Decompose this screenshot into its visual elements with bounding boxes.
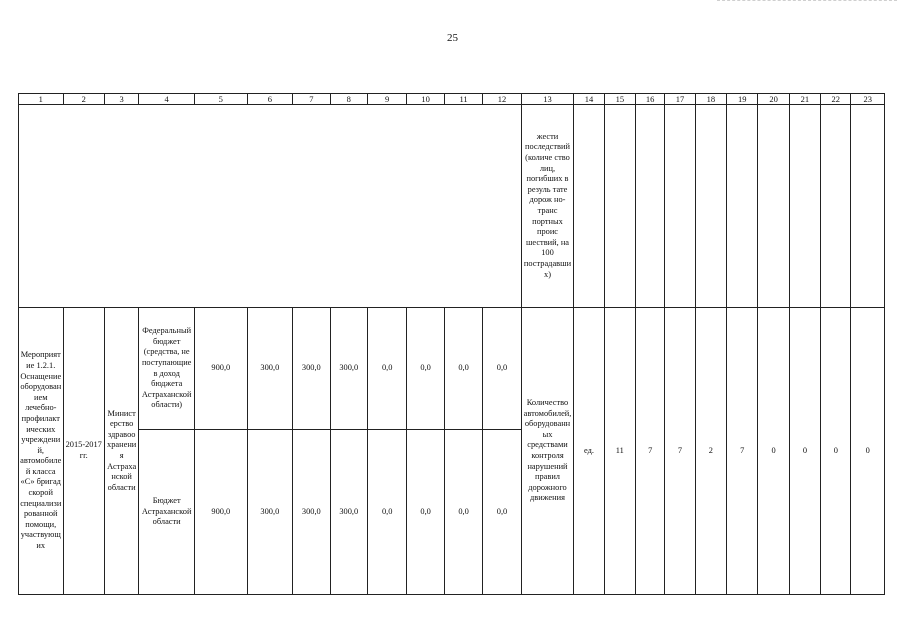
empty-cell	[789, 105, 820, 308]
indicator-unit: ед.	[574, 308, 604, 595]
column-number: 17	[665, 94, 695, 105]
column-number: 16	[636, 94, 665, 105]
column-number: 8	[330, 94, 367, 105]
column-number: 12	[483, 94, 521, 105]
column-number: 7	[293, 94, 330, 105]
amount-cell: 900,0	[195, 308, 248, 430]
empty-cell	[758, 105, 789, 308]
empty-cell	[574, 105, 604, 308]
column-number: 15	[604, 94, 635, 105]
amount-cell: 300,0	[293, 430, 330, 595]
amount-cell: 0,0	[483, 430, 521, 595]
indicator-value: 11	[604, 308, 635, 595]
continuation-row	[19, 105, 885, 308]
indicator-value: 7	[636, 308, 665, 595]
indicator-value: 0	[851, 308, 885, 595]
amount-cell: 300,0	[330, 430, 367, 595]
column-number: 10	[407, 94, 444, 105]
amount-cell: 300,0	[247, 308, 293, 430]
column-number: 5	[195, 94, 248, 105]
amount-cell: 0,0	[444, 430, 482, 595]
measure-executor: Министерство здравоохранения Астраханской области	[104, 308, 138, 595]
column-number: 14	[574, 94, 604, 105]
amount-cell: 300,0	[330, 308, 367, 430]
column-number: 11	[444, 94, 482, 105]
amount-cell: 0,0	[483, 308, 521, 430]
column-number: 19	[727, 94, 758, 105]
funding-source-federal: Федеральный бюджет (средства, не поступающие в доход бюджета Астраханской области)	[139, 308, 195, 430]
amount-cell: 0,0	[444, 308, 482, 430]
column-number: 1	[19, 94, 64, 105]
empty-cell	[821, 105, 851, 308]
column-number: 6	[247, 94, 293, 105]
column-number: 21	[789, 94, 820, 105]
measure-row-federal	[19, 308, 885, 430]
amount-cell: 0,0	[407, 308, 444, 430]
measure-indicator: Количество автомобилей, оборудованных средствами контроля нарушений правил дорожного движения	[521, 308, 574, 595]
scan-artifact	[717, 0, 897, 5]
indicator-value: 0	[821, 308, 851, 595]
column-number: 13	[521, 94, 574, 105]
column-number: 4	[139, 94, 195, 105]
amount-cell: 300,0	[247, 430, 293, 595]
measure-period: 2015-2017 гг.	[63, 308, 104, 595]
empty-cell	[665, 105, 695, 308]
amount-cell: 900,0	[195, 430, 248, 595]
indicator-value: 7	[665, 308, 695, 595]
column-number: 20	[758, 94, 789, 105]
budget-table	[18, 93, 885, 595]
indicator-value: 2	[695, 308, 726, 595]
empty-cell	[604, 105, 635, 308]
column-number-row	[19, 94, 885, 105]
column-number: 22	[821, 94, 851, 105]
indicator-value: 0	[789, 308, 820, 595]
column-number: 23	[851, 94, 885, 105]
indicator-value: 7	[727, 308, 758, 595]
column-number: 2	[63, 94, 104, 105]
amount-cell: 300,0	[293, 308, 330, 430]
empty-cell	[727, 105, 758, 308]
continuation-blank	[19, 105, 522, 308]
measure-title: Мероприятие 1.2.1. Оснащение оборудованием лечебно-профилактических учреждений, автомобилей класса «С» бригад скорой специализированной помощи, участвующих	[19, 308, 64, 595]
column-number: 18	[695, 94, 726, 105]
empty-cell	[695, 105, 726, 308]
empty-cell	[636, 105, 665, 308]
amount-cell: 0,0	[367, 430, 406, 595]
amount-cell: 0,0	[407, 430, 444, 595]
page-number: 25	[447, 32, 458, 44]
indicator-value: 0	[758, 308, 789, 595]
column-number: 3	[104, 94, 138, 105]
empty-cell	[851, 105, 885, 308]
column-number: 9	[367, 94, 406, 105]
continuation-indicator: жести последствий (количе ство лиц, погибших в резуль тате дорож но- транс портных проис шествий, на 100 пострадавших)	[521, 105, 574, 308]
funding-source-regional: Бюджет Астраханской области	[139, 430, 195, 595]
amount-cell: 0,0	[367, 308, 406, 430]
